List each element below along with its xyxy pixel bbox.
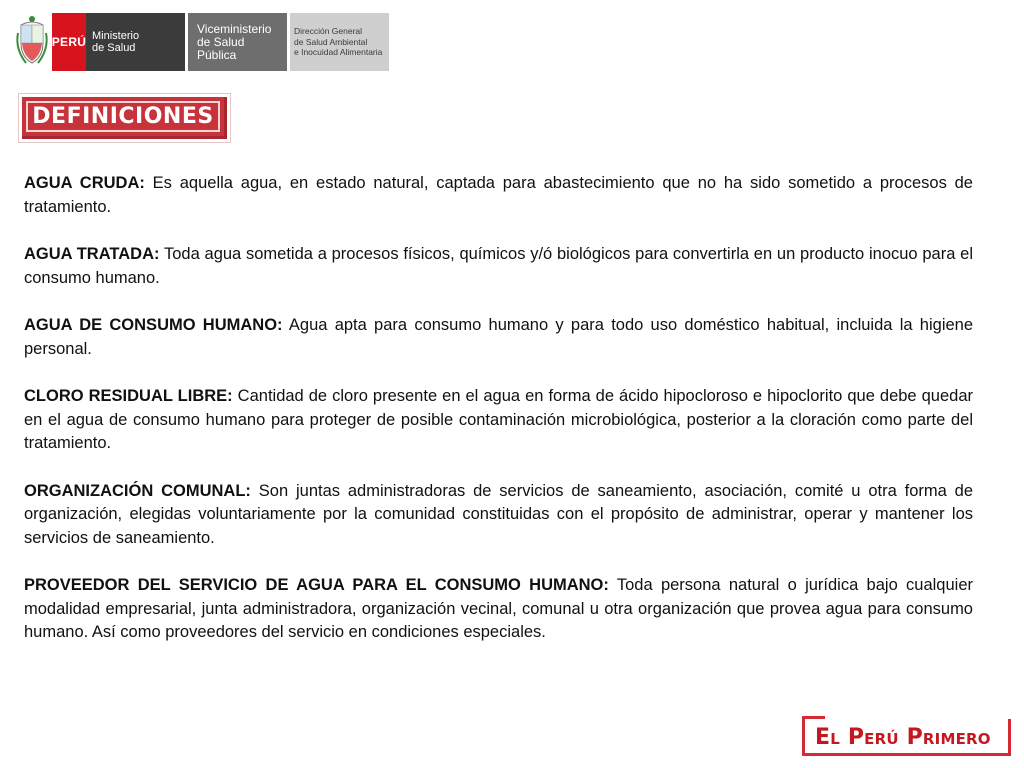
definition-text: Toda persona natural o jurídica bajo cualquier modalidad empresarial, junta administradora, organización vecinal, comunal u otra organización que provea agua para consumo humano. Así como proveedores del servicio en condiciones especiales.: [24, 576, 973, 641]
definition-item: [24, 574, 973, 645]
title-tag: [22, 97, 227, 139]
ministry-box: [86, 13, 185, 71]
definition-text: Son juntas administradoras de servicios de saneamiento, asociación, comité u otra forma de organización, elegidas voluntariamente por la comunidad constituidas con el propósito de administrar, operar y mantener los servicios de saneamiento.: [24, 481, 973, 547]
ministry-line2: de Salud: [92, 42, 136, 54]
dir-line3: e Inocuidad Alimentaria: [294, 47, 383, 58]
definition-text: Cantidad de cloro presente en el agua en forma de ácido hipocloroso e hipoclorito que debe quedar en el agua de consumo humano para proteger de posible contaminación microbiológica, posterior a la cloración como parte del tratamiento.: [24, 387, 974, 452]
definition-text: Agua apta para consumo humano y para todo uso doméstico habitual, incluida la higiene personal.: [24, 316, 974, 358]
definition-term: AGUA CRUDA:: [24, 174, 145, 192]
peru-label: PERÚ: [51, 35, 87, 49]
header-logo-strip: [16, 13, 389, 71]
definitions-list: [24, 172, 973, 669]
definition-term: AGUA TRATADA:: [24, 245, 160, 263]
peru-label-box: [52, 13, 86, 71]
definition-term: CLORO RESIDUAL LIBRE:: [24, 387, 233, 405]
definition-item: [24, 172, 973, 219]
definition-term: PROVEEDOR DEL SERVICIO DE AGUA PARA EL CONSUMO HUMANO:: [24, 576, 609, 594]
definition-item: [24, 385, 973, 456]
vice-line1: Viceministerio: [197, 21, 272, 36]
definition-item: [24, 480, 973, 551]
coat-of-arms-icon: [16, 13, 48, 71]
direction-box: [290, 13, 389, 71]
definition-term: ORGANIZACIÓN COMUNAL:: [24, 481, 251, 500]
definition-text: Es aquella agua, en estado natural, captada para abastecimiento que no ha sido sometido a procesos de tratamiento.: [24, 174, 973, 216]
definition-item: [24, 243, 973, 290]
vice-line2: de Salud Pública: [197, 34, 245, 62]
definition-term: AGUA DE CONSUMO HUMANO:: [24, 316, 283, 334]
slogan-text: El Perú Primero: [815, 725, 991, 750]
definition-text: Toda agua sometida a procesos físicos, químicos y/ó biológicos para convertirla en un producto inocuo para el consumo humano.: [24, 245, 973, 287]
ministry-line1: Ministerio: [92, 30, 140, 42]
slogan-logo: [802, 716, 1011, 756]
dir-line2: de Salud Ambiental: [294, 36, 368, 47]
page-title: DEFINICIONES: [26, 101, 220, 132]
viceministry-box: [188, 13, 287, 71]
dir-line1: Dirección General: [294, 26, 363, 37]
definition-item: [24, 314, 973, 361]
